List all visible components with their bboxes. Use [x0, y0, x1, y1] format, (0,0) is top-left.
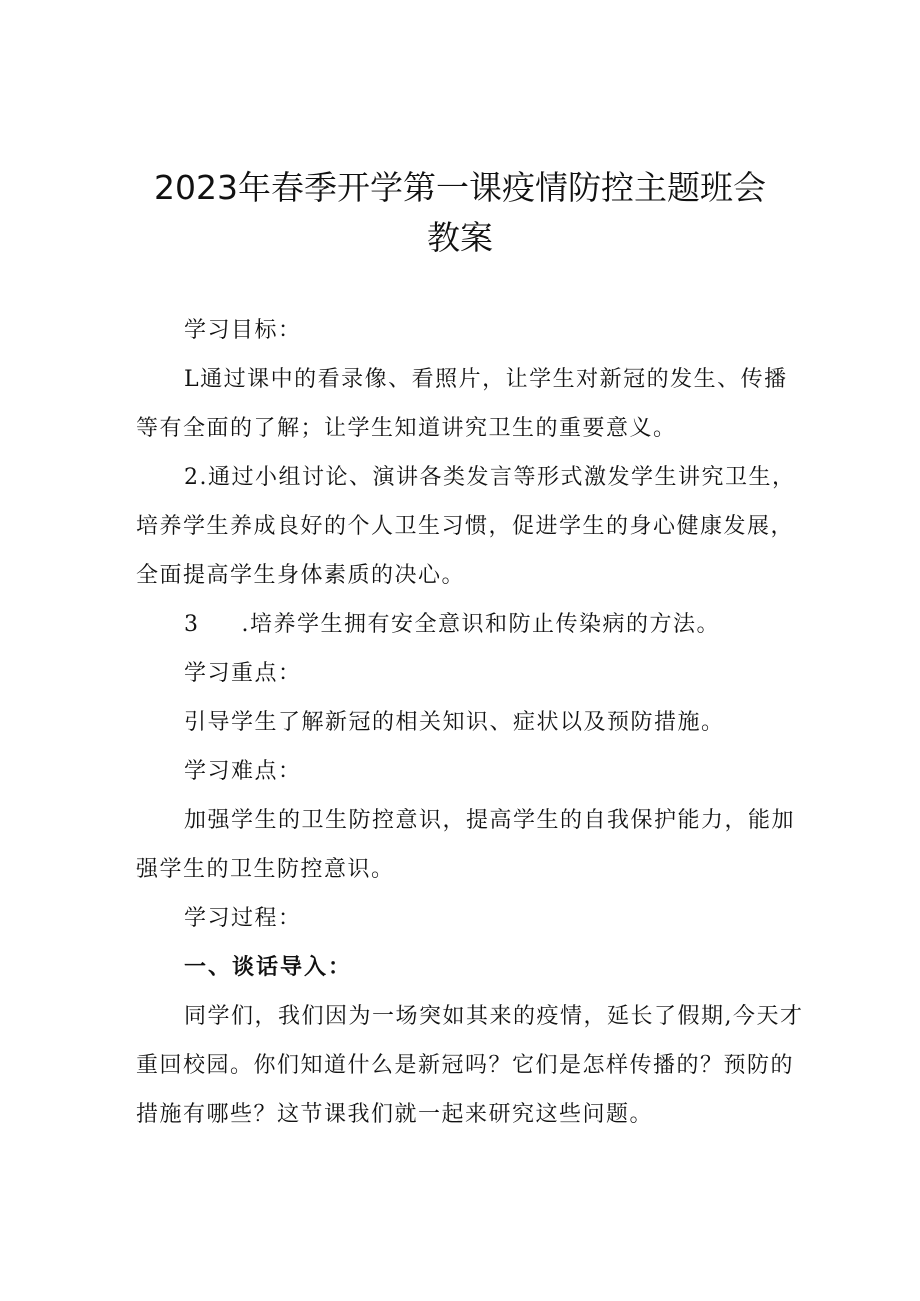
difficulties-heading: 学习难点： — [184, 759, 302, 784]
objective-2-line-1: 2.通过小组讨论、演讲各类发言等形式激发学生讲究卫生， — [184, 465, 796, 490]
key-points-heading: 学习重点： — [184, 661, 302, 686]
objective-3 — [184, 600, 854, 650]
objective-3-number: 3 — [184, 612, 200, 637]
objective-1-line-1: L通过课中的看录像、看照片，让学生对新冠的发生、传播 — [184, 367, 788, 392]
objectives-heading: 学习目标： — [184, 318, 302, 343]
section-1-heading: 一、谈话导入： — [184, 955, 353, 980]
document-title-line1: 2023年春季开学第一课疫情防控主题班会 — [154, 168, 766, 207]
objective-2-line-3: 全面提高学生身体素质的决心。 — [136, 563, 466, 588]
section-1-line-2: 重回校园。你们知道什么是新冠吗？它们是怎样传播的？预防的 — [136, 1053, 795, 1078]
objective-1-line-2: 等有全面的了解；让学生知道讲究卫生的重要意义。 — [136, 416, 677, 441]
section-1-line-1: 同学们，我们因为一场突如其来的疫情，延长了假期,今天才 — [184, 1004, 804, 1029]
document-title-line2: 教案 — [427, 218, 493, 257]
key-points-text: 引导学生了解新冠的相关知识、症状以及预防措施。 — [184, 710, 725, 735]
difficulties-line-2: 强学生的卫生防控意识。 — [136, 857, 395, 882]
objective-2-line-2: 培养学生养成良好的个人卫生习惯，促进学生的身心健康发展， — [136, 514, 795, 539]
objective-3-text: .培养学生拥有安全意识和防止传染病的方法。 — [241, 612, 720, 637]
difficulties-line-1: 加强学生的卫生防控意识，提高学生的自我保护能力，能加 — [184, 808, 796, 833]
process-heading: 学习过程： — [184, 906, 302, 931]
section-1-line-3: 措施有哪些？这节课我们就一起来研究这些问题。 — [136, 1102, 654, 1127]
